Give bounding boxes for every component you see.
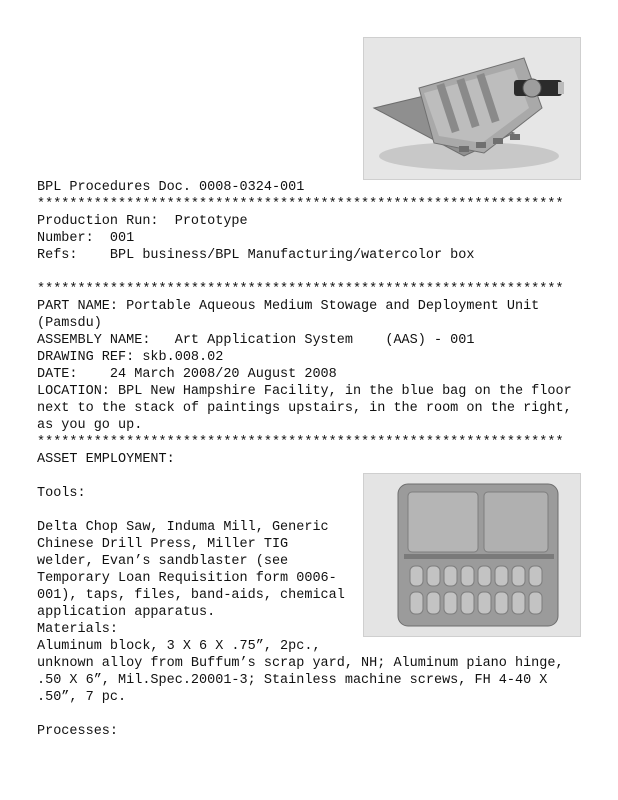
- processes-heading: Processes:: [37, 724, 119, 739]
- location: LOCATION: BPL New Hampshire Facility, in the blue bag on the floor next to the stack of paintings upstairs, in the room on the right, as you go up.: [37, 384, 572, 433]
- open-box-illustration: [364, 474, 580, 636]
- refs: Refs: BPL business/BPL Manufacturing/watercolor box: [37, 248, 475, 263]
- materials-line1: Aluminum block, 3 X 6 X .75”, 2pc.,: [37, 639, 321, 654]
- materials-text: unknown alloy from Buffum’s scrap yard, NH; Aluminum piano hinge, .50 X 6”, Mil.Spec.20001-3; Stainless machine screws, FH 4-40 X .50”, 7 pc.: [37, 656, 564, 705]
- date: DATE: 24 March 2008/20 August 2008: [37, 367, 337, 382]
- separator: *****************************************************************: [37, 435, 564, 450]
- asset-employment: ASSET EMPLOYMENT:: [37, 452, 175, 467]
- drawing-ref: DRAWING REF: skb.008.02: [37, 350, 224, 365]
- assembly-name: ASSEMBLY NAME: Art Application System (AAS) - 001: [37, 333, 475, 348]
- separator: *****************************************************************: [37, 282, 564, 297]
- closed-box-illustration: [364, 38, 580, 179]
- tools-text: Delta Chop Saw, Induma Mill, Generic Chinese Drill Press, Miller TIG welder, Evan’s sandblaster (see Temporary Loan Requisition form 0006-001), taps, files, band-aids, chemical application apparatus.: [37, 520, 345, 620]
- number: Number: 001: [37, 231, 135, 246]
- separator: *****************************************************************: [37, 197, 564, 212]
- production-run: Production Run: Prototype: [37, 214, 248, 229]
- part-name: PART NAME: Portable Aqueous Medium Stowage and Deployment Unit (Pamsdu): [37, 299, 540, 331]
- tools-heading: Tools:: [37, 486, 86, 501]
- photo-open-watercolor-box: [363, 473, 581, 637]
- materials-heading: Materials:: [37, 622, 119, 637]
- photo-closed-watercolor-box: [363, 37, 581, 180]
- doc-title: BPL Procedures Doc. 0008-0324-001: [37, 180, 305, 195]
